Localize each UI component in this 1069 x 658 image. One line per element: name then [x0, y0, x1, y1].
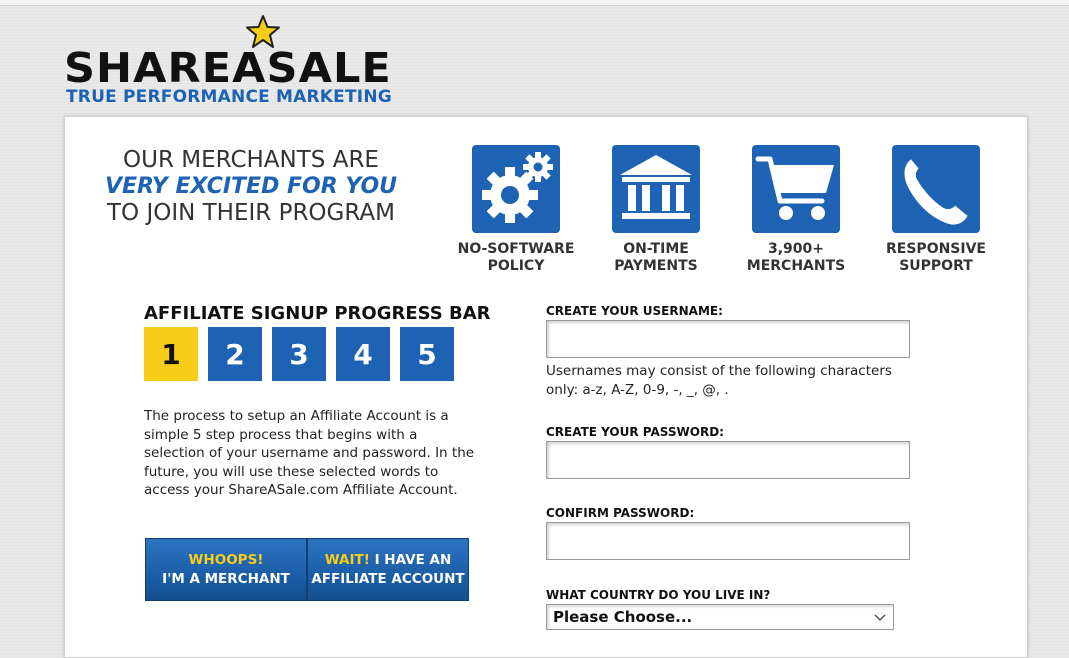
password-input[interactable] [546, 441, 910, 479]
feature-no-software [454, 145, 578, 275]
brand-tagline: TRUE PERFORMANCE MARKETING [66, 87, 392, 107]
feature-label: ON-TIME PAYMENTS [614, 241, 698, 274]
phone-icon [892, 145, 980, 233]
feature-merchants [734, 145, 858, 275]
username-input[interactable] [546, 320, 910, 358]
button-highlight: WAIT! [324, 551, 370, 568]
bank-icon [612, 145, 700, 233]
im-a-merchant-button[interactable] [145, 538, 307, 601]
headline-line-2: VERY EXCITED FOR YOU [104, 174, 398, 199]
country-label: WHAT COUNTRY DO YOU LIVE IN? [546, 588, 771, 602]
confirm-password-label: CONFIRM PASSWORD: [546, 506, 695, 520]
feature-label: RESPONSIVE SUPPORT [886, 241, 986, 274]
progress-title: AFFILIATE SIGNUP PROGRESS BAR [144, 303, 491, 324]
brand-name: SHAREASALE [64, 44, 392, 92]
confirm-password-input[interactable] [546, 522, 910, 560]
step-5: 5 [400, 327, 454, 381]
password-label: CREATE YOUR PASSWORD: [546, 425, 724, 439]
progress-steps [144, 327, 454, 381]
headline-line-3: TO JOIN THEIR PROGRAM [106, 200, 395, 226]
country-select[interactable] [546, 604, 894, 630]
top-edge [0, 0, 1069, 6]
button-text-inline: I HAVE AN [369, 551, 452, 568]
feature-label: NO-SOFTWARE POLICY [457, 241, 575, 274]
button-text: AFFILIATE ACCOUNT [311, 570, 465, 587]
step-1: 1 [144, 327, 198, 381]
feature-on-time-payments [594, 145, 718, 275]
button-highlight: WHOOPS! [188, 551, 264, 568]
headline [99, 147, 403, 227]
headline-line-1: OUR MERCHANTS ARE [123, 147, 379, 173]
cart-icon [752, 145, 840, 233]
country-selected-value: Please Choose... [553, 608, 693, 626]
shareasale-logo[interactable] [64, 14, 424, 110]
process-description: The process to setup an Affiliate Account is a simple 5 step process that begins with a selection of your username and password. In the future, you will use these selected words to access your ShareASale.com Affiliate Account. [144, 408, 475, 498]
signup-panel [64, 116, 1028, 658]
feature-label: 3,900+ MERCHANTS [746, 241, 846, 274]
button-line-1 [325, 551, 452, 570]
username-label: CREATE YOUR USERNAME: [546, 304, 723, 318]
chevron-down-icon [873, 610, 887, 624]
gears-icon [472, 145, 560, 233]
have-affiliate-account-button[interactable] [307, 538, 469, 601]
button-text: I'M A MERCHANT [162, 570, 290, 587]
step-4: 4 [336, 327, 390, 381]
username-hint: Usernames may consist of the following characters only: a-z, A-Z, 0-9, -, _, @, . [546, 363, 892, 398]
step-2: 2 [208, 327, 262, 381]
feature-support [874, 145, 998, 275]
step-3: 3 [272, 327, 326, 381]
